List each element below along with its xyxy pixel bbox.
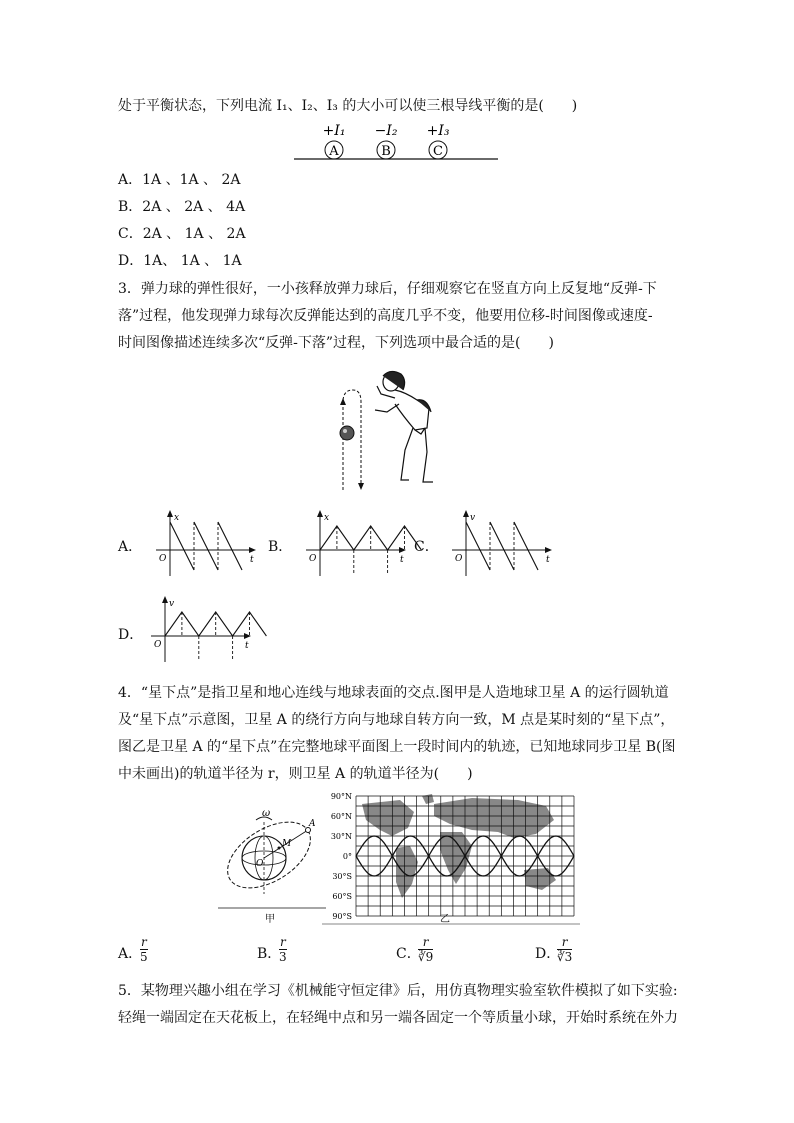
star-point-label-m: M <box>282 839 292 849</box>
fraction-denominator: ∛9 <box>418 950 434 964</box>
q2-option-c[interactable] <box>118 224 246 244</box>
origin-label: O <box>154 640 162 650</box>
q4-option-a-label[interactable]: A． <box>118 946 143 962</box>
lat-labels <box>331 792 352 921</box>
q2-stem: 处于平衡状态，下列电流 I₁、I₂、I₃ 的大小可以使三根导线平衡的是( ) <box>118 98 578 114</box>
y-axis-label: v <box>470 513 476 523</box>
q4-option-c-label[interactable]: C． <box>396 946 421 962</box>
wire-c-sign: +I₃ <box>426 123 450 139</box>
q4-option-b-label[interactable]: B． <box>257 946 282 962</box>
arrow-down-icon <box>358 483 364 490</box>
q2-option-b[interactable] <box>118 197 245 217</box>
q3-option-d-label[interactable]: D． <box>118 627 144 643</box>
graph-segment <box>170 522 194 570</box>
option-label: A． <box>118 172 143 188</box>
orbit-figure <box>212 800 332 926</box>
y-axis-label: x <box>324 513 330 523</box>
q2-option-d[interactable] <box>118 251 242 271</box>
q4-line4: 中未画出)的轨道半径为 r，则卫星 A 的轨道半径为( ) <box>118 766 473 782</box>
option-text: 2A 、 2A 、 4A <box>142 199 246 215</box>
wire-c <box>427 123 450 159</box>
fraction-numerator: r <box>280 935 286 949</box>
x-axis-label: t <box>546 555 550 565</box>
center-label-o: O <box>256 859 264 869</box>
x-axis-arrow-icon <box>399 547 406 553</box>
wire-b <box>375 123 398 159</box>
fraction-denominator: ∛3 <box>557 950 573 964</box>
wire-a <box>323 123 346 159</box>
q3-option-b-label[interactable]: B． <box>268 539 293 555</box>
lat-label: 90°N <box>330 792 352 801</box>
q3-option-a-label[interactable]: A． <box>118 539 143 555</box>
wire-b-sign: −I₂ <box>374 123 398 139</box>
q5-line1: 5．某物理兴趣小组在学习《机械能守恒定律》后，用仿真物理实验室软件模拟了如下实验: <box>118 983 678 999</box>
option-text: 2A 、 1A 、 2A <box>142 226 246 242</box>
fraction-numerator: r <box>557 935 572 950</box>
q3-graph-b[interactable] <box>300 508 420 578</box>
fig1-caption: 甲 <box>265 914 275 925</box>
origin-label: O <box>309 554 317 564</box>
origin-label: O <box>159 554 167 564</box>
y-axis-label: v <box>169 599 175 609</box>
option-text: 1A、 1A 、 1A <box>143 253 242 269</box>
x-axis-arrow-icon <box>545 547 552 553</box>
lat-label: 60°S <box>332 892 352 901</box>
q4-option-d-label[interactable]: D． <box>535 946 561 962</box>
q3-line2: 落”过程，他发现弹力球每次反弹能达到的高度几乎不变，他要用位移-时间图像或速度- <box>118 308 653 324</box>
wire-c-letter: C <box>433 144 443 159</box>
child-ball-illustration <box>335 368 465 498</box>
lat-label: 30°N <box>330 832 352 841</box>
q3-graph-a[interactable] <box>150 508 270 578</box>
arrow-up-icon <box>340 398 346 405</box>
graph-segment <box>490 522 514 570</box>
q4-line2: 及“星下点”示意图，卫星 A 的绕行方向与地球自转方向一致，M 点是某时刻的“星下点”， <box>118 712 675 728</box>
graph-segment <box>466 522 490 570</box>
q3-graph-c[interactable] <box>446 508 566 578</box>
world-map-figure <box>322 790 580 928</box>
q4-option-c-fraction[interactable] <box>418 935 433 964</box>
x-axis-label: t <box>400 555 404 565</box>
q4-line1: 4．“星下点”是指卫星和地心连线与地球表面的交点.图甲是人造地球卫星 A 的运行圆轨道 <box>118 685 669 701</box>
q3-line3: 时间图像描述连续多次“反弹-下落”过程，下列选项中最合适的是( ) <box>118 335 554 351</box>
y-axis-label: x <box>174 513 180 523</box>
fraction-denominator: 3 <box>279 950 287 964</box>
option-label: C． <box>118 226 143 242</box>
wire-b-letter: B <box>381 144 391 159</box>
lat-label: 60°N <box>330 812 352 821</box>
q4-option-a-fraction[interactable] <box>140 935 148 964</box>
y-axis-arrow-icon <box>317 510 323 517</box>
q4-line3: 图乙是卫星 A 的“星下点”在完整地球平面图上一段时间内的轨迹，已知地球同步卫星 B(图 <box>118 739 676 755</box>
fraction-numerator: r <box>141 935 147 949</box>
y-axis-arrow-icon <box>162 596 168 603</box>
sat-label-a: A <box>309 819 316 829</box>
x-axis-arrow-icon <box>249 547 256 553</box>
origin-label: O <box>455 554 463 564</box>
wire-a-letter: A <box>329 144 339 159</box>
q5-line2: 轻绳一端固定在天花板上，在轻绳中点和另一端各固定一个等质量小球，开始时系统在外力 <box>118 1010 678 1026</box>
q3-graph-d[interactable] <box>145 594 265 664</box>
wire-a-sign: +I₁ <box>322 123 346 139</box>
graph-segment <box>514 522 538 570</box>
omega-label: ω <box>262 808 271 819</box>
graph-segment <box>218 522 242 570</box>
y-axis-arrow-icon <box>167 510 173 517</box>
option-text: 1A 、1A 、 2A <box>142 172 241 188</box>
x-axis-label: t <box>250 555 254 565</box>
q4-option-d-fraction[interactable] <box>557 935 572 964</box>
wire-diagram <box>290 118 504 166</box>
x-axis-label: t <box>245 641 249 651</box>
ball <box>340 426 354 440</box>
fraction-denominator: 5 <box>140 950 148 964</box>
option-label: B． <box>118 199 143 215</box>
lat-label: 0° <box>342 852 352 861</box>
fig2-caption: 乙 <box>440 914 450 925</box>
q4-option-b-fraction[interactable] <box>279 935 287 964</box>
q2-option-a[interactable] <box>118 170 241 190</box>
graph-segment <box>194 522 218 570</box>
lat-label: 90°S <box>332 912 352 921</box>
child-figure <box>375 371 433 482</box>
lat-label: 30°S <box>332 872 352 881</box>
q3-option-c-label[interactable]: C． <box>414 539 439 555</box>
option-label: D． <box>118 253 144 269</box>
q3-line1: 3．弹力球的弹性很好，一小孩释放弹力球后，仔细观察它在竖直方向上反复地“反弹-下 <box>118 281 657 297</box>
fraction-numerator: r <box>418 935 433 950</box>
y-axis-arrow-icon <box>463 510 469 517</box>
